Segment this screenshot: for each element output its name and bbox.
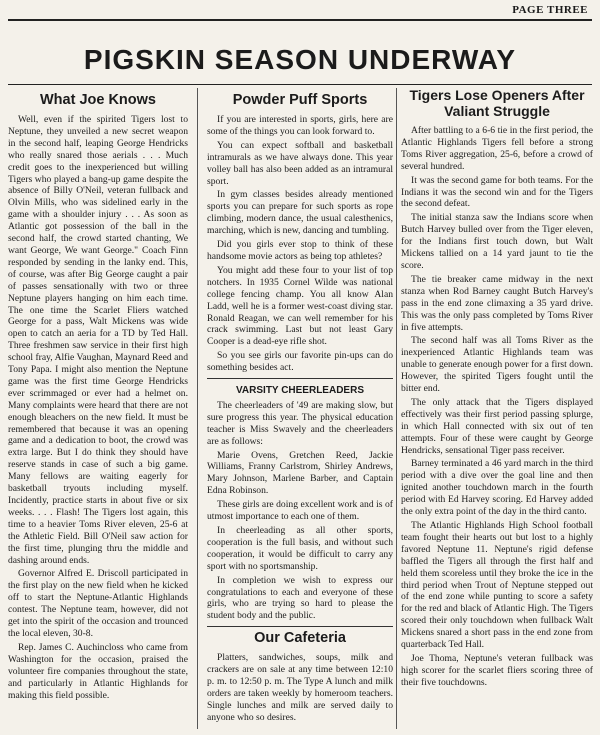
column-what-joe-knows: [8, 88, 188, 735]
article-headline: What Joe Knows: [39, 92, 156, 108]
article-paragraph: The only attack that the Tigers displayed effectively was their first period passing splurge, in which Hall connected with six out of ten attempts. Four of these were caught by George Hendricks, sensational Tiger pass receiver.: [401, 396, 593, 456]
article-paragraph: Governor Alfred E. Driscoll participated in the first play on the new field when he kicked off to start the Neptune-Atlantic Highlands contest. The Neptune team, however, did not get into the spirit of the occasion and trounced the local eleven, 30-8.: [8, 568, 188, 639]
top-rule: [8, 19, 592, 21]
article-paragraph: In completion we wish to express our congratulations to each and everyone of these girls, who are trying so hard to please the student body and the public.: [207, 574, 393, 622]
article-paragraph: The second half was all Toms River as the inexperienced Atlantic Highlands team was unable to generate enough power for a first down. However, the spirited Tigers fought until the bitter end.: [401, 335, 593, 395]
article-paragraph: The Atlantic Highlands High School football team fought their hearts out but lost to a highly favored Neptune 11. Neptune's rigid defense baffled the Tigers all through the first half and held them scoreless until they broke the ice in the third period when Trout of Neptune stepped out of the end zone while punting to score a safety for the red and black of Atlantic High. The Tigers scored their only touchdown when fullback Walt Mickens snared a short pass in the end zone from quarterback Ted Hall.: [401, 520, 593, 651]
article-paragraph: After battling to a 6-6 tie in the first period, the Atlantic Highlands Tigers fell before a strong Toms River aggregation, 25-6, before a crowd of several hundred.: [401, 125, 593, 172]
article-headline: Our Cafeteria: [254, 630, 346, 647]
article-paragraph: In gym classes besides already mentioned sports you can prepare for such sports as rope climbing, modern dance, the usual calesthenics, marching, which is new, dancing and tumbling.: [207, 189, 393, 237]
article-paragraph: If you are interested in sports, girls, here are some of the things you can look forward to.: [207, 114, 393, 137]
column-divider: [197, 88, 198, 729]
section-divider: [207, 378, 393, 379]
article-paragraph: Platters, sandwiches, soups, milk and crackers are on sale at any time between 12:10 p. m. to 12:50 p. m. The Type A lunch and milk orders are taken weekly by homeroom teachers. Single lunches and milk are served daily to anyone who so desires.: [207, 652, 393, 723]
article-paragraph: You can expect softball and basketball intramurals as we have always done. This year volley ball has also been added as an intramural sport.: [207, 139, 393, 187]
article-paragraph: Barney terminated a 46 yard march in the third period with a dive over the goal line and then ignited another touchdown march in the fourth period with Ed Harvey scoring. Ed Harvey added the only extra point of the day in the third canto.: [401, 458, 593, 518]
article-paragraph: The tie breaker came midway in the next stanza when Rod Barney caught Butch Harvey's pass in the end zone climaxing a 35 yard drive. This was the only pass completed by Toms River in five attempts.: [401, 273, 593, 333]
article-paragraph: It was the second game for both teams. For the Indians it was the second win and for the Tigers the second defeat.: [401, 174, 593, 210]
page-banner-headline: PIGSKIN SEASON UNDERWAY: [83, 44, 517, 75]
article-headline: Tigers Lose Openers After Valiant Struggle: [409, 88, 585, 119]
article-paragraph: The initial stanza saw the Indians score when Butch Harvey bulled over from the Tiger eleven, for the Indians first touch down, but Walt Mickens tallied on a 14 yard jaunt to tie the score.: [401, 212, 593, 271]
article-paragraph: These girls are doing excellent work and is of utmost importance to each one of them.: [207, 499, 393, 523]
column-tigers-lose-openers: [401, 88, 593, 735]
article-paragraph: The cheerleaders of '49 are making slow, but sure progress this year. The physical education teacher is Miss Swavely and the cheerleaders are as follows:: [207, 399, 393, 447]
article-paragraph: You might add these four to your list of top notchers. In 1935 Cornel Wilde was national college fencing champ. You all know Alan Ladd, well he is a former west-coast diving star. Ronald Reagan, we can well remember for his crack swimming. Last but not least Gary Cooper is a dead-eye rifle shot.: [207, 264, 393, 348]
article-paragraph: Marie Ovens, Gretchen Reed, Jackie Williams, Franny Carlstrom, Shirley Andrews, Mary Johnson, Marlene Barber, and Captain Edna Robinson.: [207, 449, 393, 497]
article-paragraph: Joe Thoma, Neptune's veteran fullback was high scorer for the scarlet fliers scoring three of their five touchdowns.: [401, 652, 593, 688]
section-divider: [207, 626, 393, 627]
banner-rule: [8, 84, 592, 85]
article-paragraph: Did you girls ever stop to think of these handsome movie actors as being top athletes?: [207, 239, 393, 262]
column-powder-puff-sports: [207, 88, 393, 735]
section-headline: VARSITY CHEERLEADERS: [236, 385, 364, 397]
article-paragraph: In cheerleading as all other sports, cooperation is the full basis, and without such cooperation, it would be difficult to carry any sport with no sportsmanship.: [207, 525, 393, 572]
article-headline: Powder Puff Sports: [232, 92, 368, 108]
column-divider: [396, 88, 397, 729]
article-paragraph: Rep. James C. Auchincloss who came from Washington for the occasion, praised the volunteer fire companies throughout the state, and particularly in Atlantic Highlands for making this field possible.: [8, 641, 188, 701]
article-paragraph: Well, even if the spirited Tigers lost to Neptune, they unveiled a new secret weapon in the second half, leaping George Hendricks who really snared those aerials . . . Much credit goes to the inexperienced but willing Tigers who played a bang-up game despite the absence of Billy O'Neil, veteran fullback and Olvin Mills, who was sidelined early in the game with a shoulder injury . . . As soon as Atlantic got possession of the ball in the second half, the crowd started chanting, We want George, We want George." Coach Finn responded by sending in the lanky end. This, of course, was after Big George caught a pair of passes sensationally with two or three Neptune players hanging on him each time. The one time the Scarlet Fliers watched George for a pass, Walt Mickens was wide open to catch an aeria for a TD by Ted Hall. Three freshmen saw service in their first high school fray, Alfie Vaughan, Maynard Reed and Tony Papa. I might also mention the Neptune game was the first time George Hendricks ever scrimmaged or ever had a helmet on. Many complaints were heard that there are not enough bleachers on the new field. It must be remembered that because it was an opening game and a dedication to boot, the crowd was extra large. But I do think they should have reserve stands in case of such a big game. Many fellows are waiting eagerly for basketball tryouts including myself. Incidently, practice starts in about five or six weeks. . . . Flash! The Tigers lost again, this time to a heavier Toms River eleven, 25-6 at the Athletic Field. Bill O'Neil saw action for the first time, plunging thru the middle and dashing around ends.: [8, 114, 188, 566]
article-paragraph: So you see girls our favorite pin-ups can do something besides act.: [207, 350, 393, 374]
page-number: PAGE THREE: [512, 4, 588, 16]
